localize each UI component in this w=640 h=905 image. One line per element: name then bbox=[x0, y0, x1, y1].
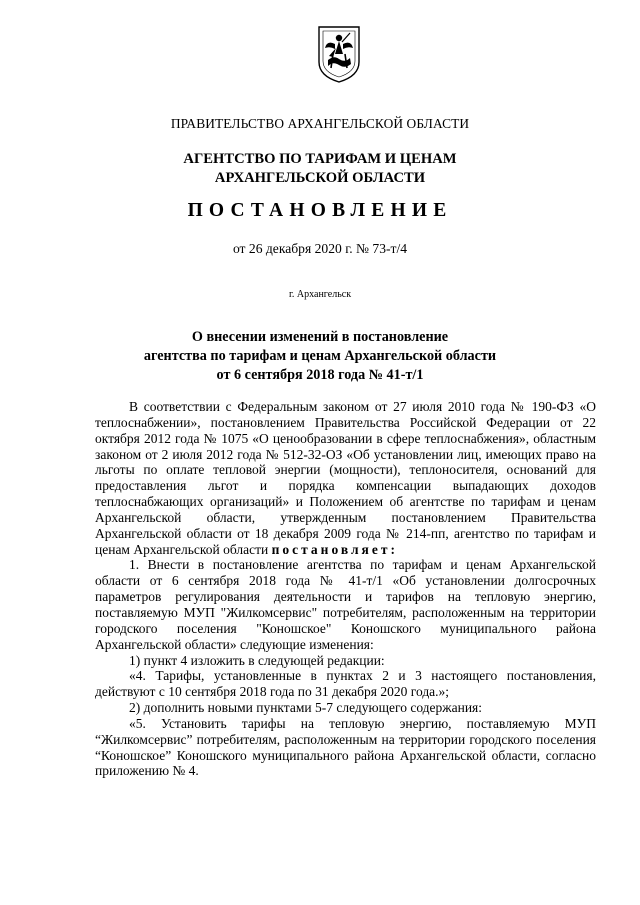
paragraph-subitem-2: 2) дополнить новыми пунктами 5-7 следующего содержания: bbox=[129, 700, 483, 716]
paragraph-subitem-1: 1) пункт 4 изложить в следующей редакции: bbox=[129, 652, 385, 668]
agency-name-line-1: АГЕНТСТВО ПО ТАРИФАМ И ЦЕНАМ bbox=[183, 151, 457, 167]
subject-line-2: агентства по тарифам и ценам Архангельской области bbox=[143, 348, 497, 364]
paragraph-preamble bbox=[95, 399, 596, 557]
paragraph-quote-4: «4. Тарифы, установленные в пунктах 2 и 3 настоящего постановления, действуют с 10 сентября 2018 года по 31 декабря 2020 года.»; bbox=[95, 668, 596, 700]
resolves-keyword: постановляет: bbox=[271, 541, 398, 557]
city: г. Архангельск bbox=[288, 289, 352, 300]
preamble-text: В соответствии с Федеральным законом от 27 июля 2010 года № 190-ФЗ «О теплоснабжении», постановлением Правительства Российской Федерации от 22 октября 2012 года № 1075 «О ценообразовании в сфере теплоснабжения», областным законом от 2 июля 2012 года № 512-32-ОЗ «Об установлении лиц, имеющих право на льготы по оплате тепловой энергии (мощности), теплоносителя, оснований для предоставления льгот и порядка компенсации выпадающих доходов теплоснабжающих организаций» и Положением об агентстве по тарифам и ценам Архангельской области, утвержденным постановлением Правительства Архангельской области от 18 декабря 2009 года № 214-пп, агентство по тарифам и ценам Архангельской области bbox=[95, 399, 596, 557]
document-type: ПОСТАНОВЛЕНИЕ bbox=[187, 200, 453, 221]
subject-line-1: О внесении изменений в постановление bbox=[191, 329, 449, 345]
subject-line-3: от 6 сентября 2018 года № 41-т/1 bbox=[216, 367, 424, 383]
document-subject bbox=[80, 328, 560, 385]
coat-of-arms-icon bbox=[316, 24, 362, 84]
paragraph-quote-5: «5. Установить тарифы на тепловую энергию, поставляемую МУП “Жилкомсервис” потребителям, расположенным на территории городского поселения “Коношское” Коношского муниципального района Архангельской области, согласно приложению № 4. bbox=[95, 715, 596, 779]
agency-name bbox=[80, 150, 560, 188]
agency-name-line-2: АРХАНГЕЛЬСКОЙ ОБЛАСТИ bbox=[214, 170, 426, 186]
paragraph-item-1: 1. Внести в постановление агентства по тарифам и ценам Архангельской области от 6 сентября 2018 года № 41-т/1 «Об установлении долгосрочных параметров регулирования деятельности и тарифов на тепловую энергию, поставляемую МУП "Жилкомсервис" потребителям, расположенным на территории городского поселения "Коношское" Коношского муниципального района Архангельской области» следующие изменения: bbox=[95, 557, 596, 652]
date-and-number: от 26 декабря 2020 г. № 73-т/4 bbox=[232, 241, 408, 256]
government-name: ПРАВИТЕЛЬСТВО АРХАНГЕЛЬСКОЙ ОБЛАСТИ bbox=[170, 116, 470, 131]
document-body bbox=[95, 399, 596, 779]
